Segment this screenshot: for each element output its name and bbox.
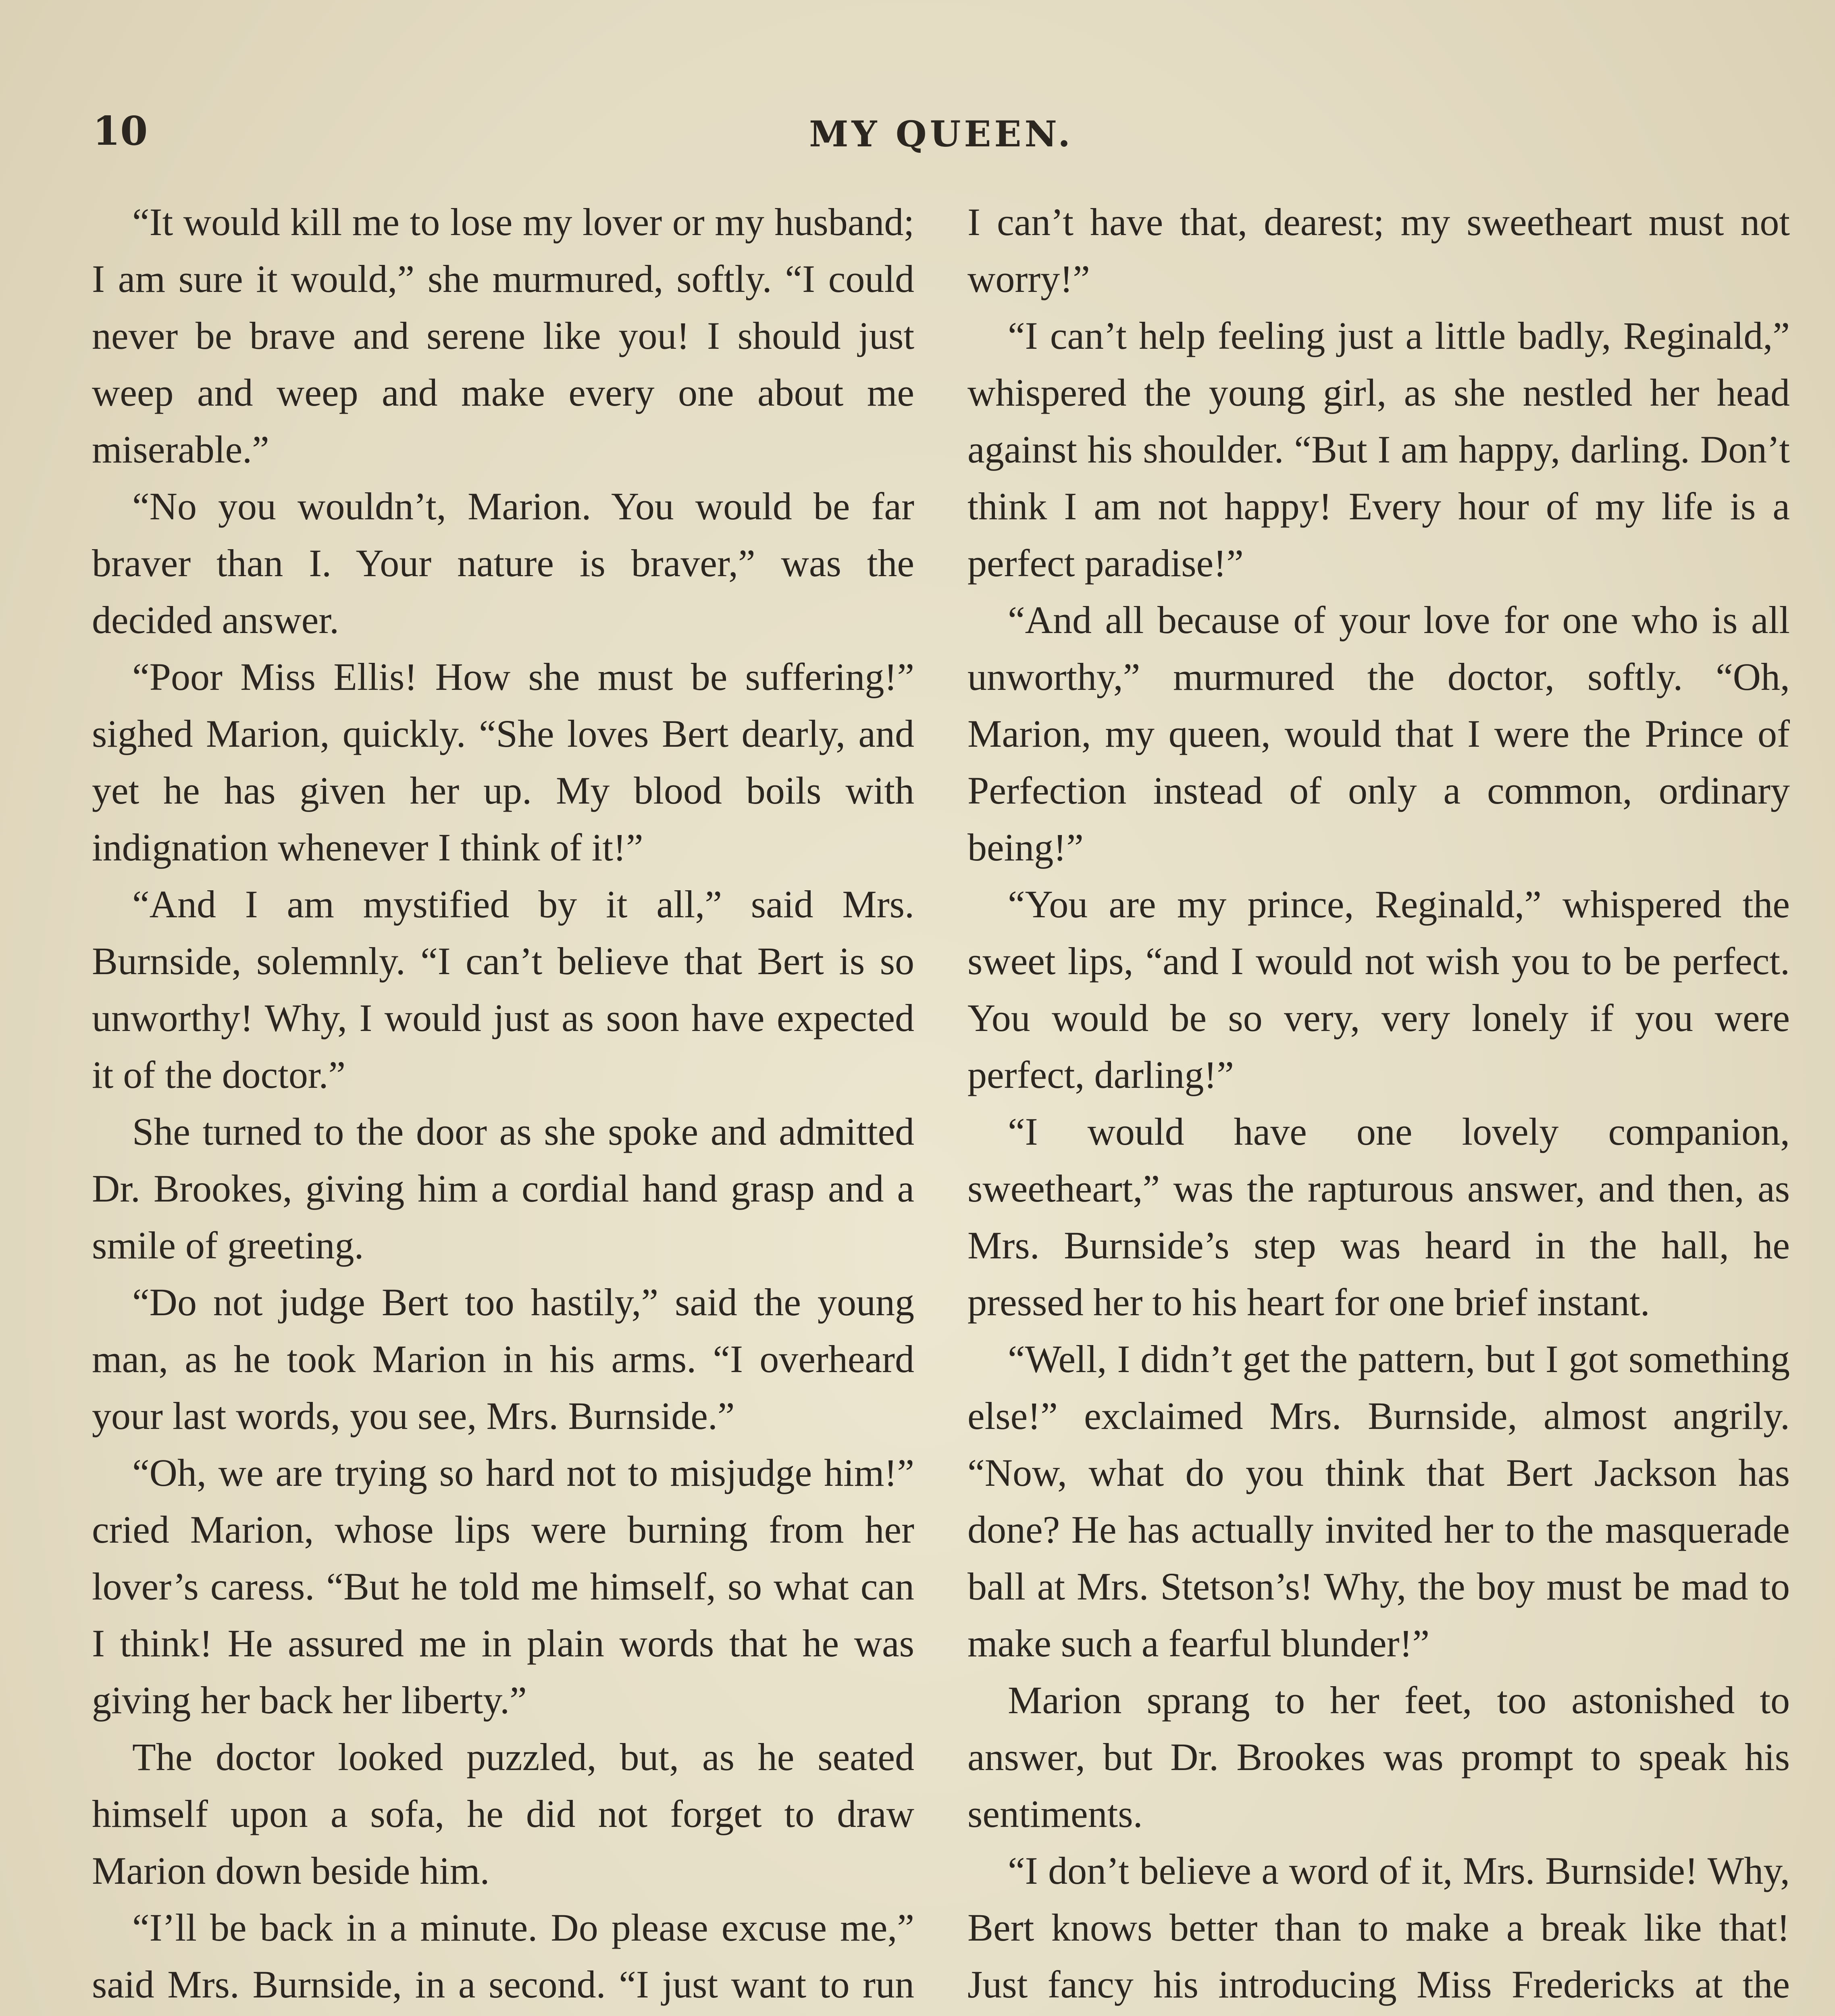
- paragraph: “Do not judge Bert too hastily,” said the young man, as he took Marion in his arms. “I overheard your last words, you see, Mrs. Burnside.”: [92, 1281, 914, 1437]
- paragraph-continued: I can’t have that, dearest; my sweetheart must not worry!”: [967, 200, 1790, 300]
- paragraph: “And I am mystified by it all,” said Mrs. Burnside, solemnly. “I can’t believe that Bert is so unworthy! Why, I would just as soon have expected it of the doctor.”: [92, 883, 914, 1096]
- paragraph: “I’ll be back in a minute. Do please excuse me,” said Mrs. Burnside, in a second. “I just want to run: [92, 1906, 914, 2006]
- paragraph: “I don’t believe a word of it, Mrs. Burnside! Why, Bert knows better than to make a break like that! Just fancy his introducing Miss Fredericks at the: [967, 1849, 1790, 2006]
- paragraph: Marion sprang to her feet, too astonished to answer, but Dr. Brookes was prompt to speak his sentiments.: [967, 1679, 1790, 1835]
- paragraph: She turned to the door as she spoke and admitted Dr. Brookes, giving him a cordial hand grasp and a smile of greeting.: [92, 1110, 914, 1267]
- paragraph: “Well, I didn’t get the pattern, but I got something else!” exclaimed Mrs. Burnside, almost angrily. “Now, what do you think that Bert Jackson has done? He has actually invited her to the masquerade ball at Mrs. Stetson’s! Why, the boy must be mad to make such a fearful blunder!”: [967, 1337, 1790, 1665]
- paragraph: “I can’t help feeling just a little badly, Reginald,” whispered the young girl, as she nestled her head against his shoulder. “But I am happy, darling. Don’t think I am not happy! Every hour of my life is a perfect paradise!”: [967, 314, 1790, 585]
- paragraph: “Poor Miss Ellis! How she must be suffering!” sighed Marion, quickly. “She loves Bert dearly, and yet he has given her up. My blood boils with indignation whenever I think of it!”: [92, 655, 914, 869]
- left-column: [92, 194, 914, 2016]
- paragraph: “It would kill me to lose my lover or my husband; I am sure it would,” she murmured, softly. “I could never be brave and serene like you! I should just weep and weep and make every one about me miserable.”: [92, 200, 914, 471]
- paragraph: “And all because of your love for one who is all unworthy,” murmured the doctor, softly. “Oh, Marion, my queen, would that I were the Prince of Perfection instead of only a common, ordinary being!”: [967, 598, 1790, 869]
- paragraph: The doctor looked puzzled, but, as he seated himself upon a sofa, he did not forget to draw Marion down beside him.: [92, 1735, 914, 1892]
- right-column: [967, 194, 1790, 2016]
- running-title: MY QUEEN.: [809, 113, 1074, 155]
- paragraph: “Oh, we are trying so hard not to misjudge him!” cried Marion, whose lips were burning from her lover’s caress. “But he told me himself, so what can I think! He assured me in plain words that he was giving her back her liberty.”: [92, 1451, 914, 1722]
- paragraph: “I would have one lovely companion, sweetheart,” was the rapturous answer, and then, as Mrs. Burnside’s step was heard in the hall, he pressed her to his heart for one brief instant.: [967, 1110, 1790, 1324]
- paragraph: “No you wouldn’t, Marion. You would be far braver than I. Your nature is braver,” was the decided answer.: [92, 485, 914, 641]
- paragraph: “You are my prince, Reginald,” whispered the sweet lips, “and I would not wish you to be perfect. You would be so very, very lonely if you were perfect, darling!”: [967, 883, 1790, 1096]
- page-number: 10: [93, 108, 148, 154]
- page-header: [93, 108, 1790, 156]
